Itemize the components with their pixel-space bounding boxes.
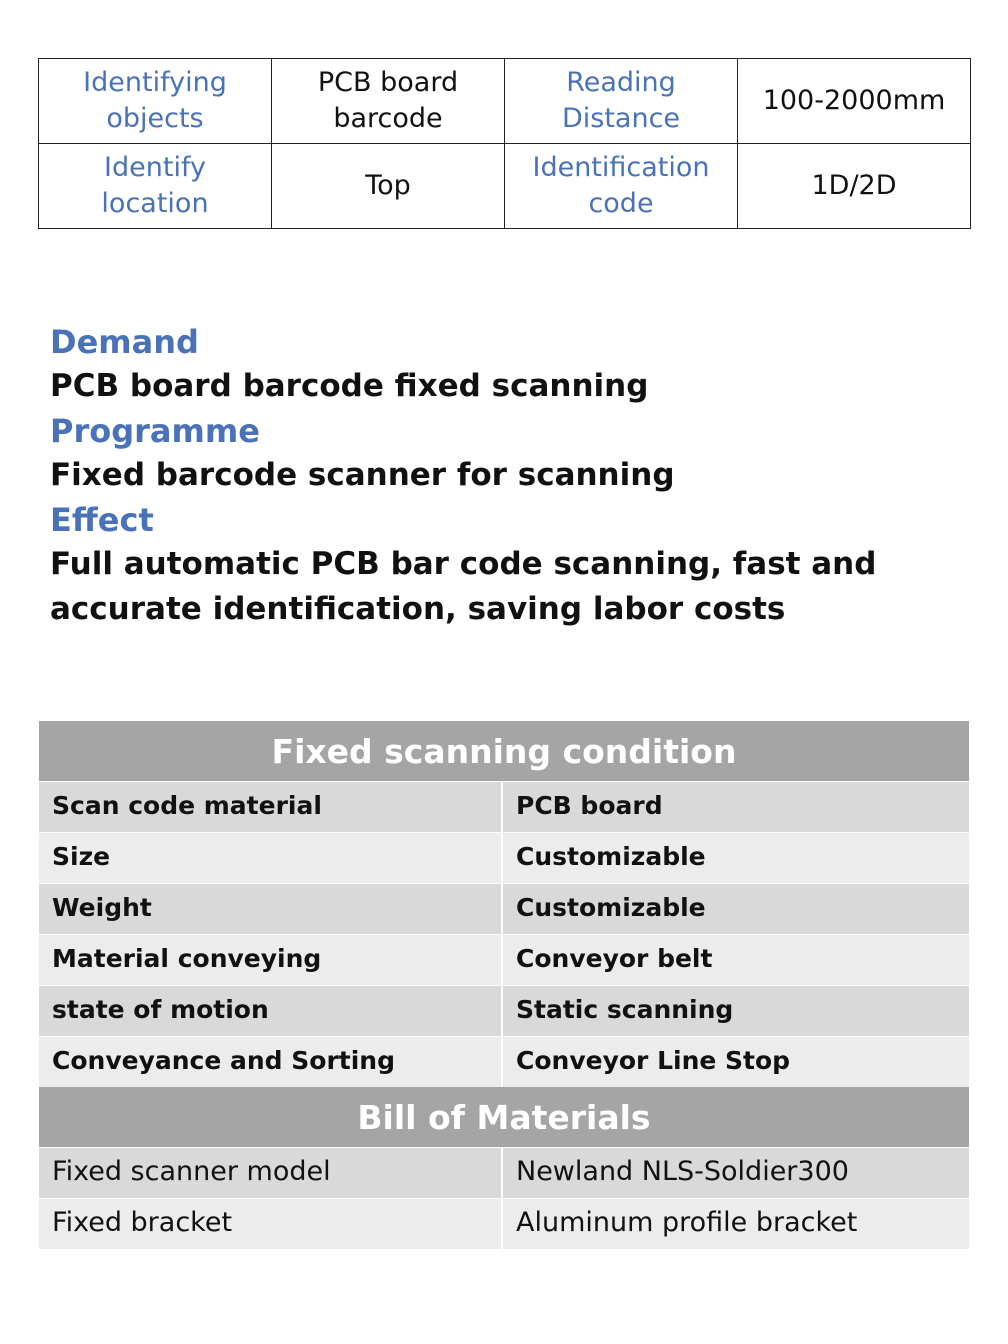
- programme-heading: Programme: [50, 412, 260, 450]
- row-label: Fixed bracket: [39, 1199, 503, 1249]
- demand-text: PCB board barcode fixed scanning: [50, 368, 649, 404]
- condition-row: [39, 934, 969, 985]
- spec-row: [39, 144, 971, 229]
- bom-row: [39, 1147, 969, 1198]
- bom-row: [39, 1198, 969, 1249]
- row-label: Fixed scanner model: [39, 1148, 503, 1198]
- condition-row: [39, 883, 969, 934]
- bom-rows: [39, 1147, 969, 1249]
- spec-table: [38, 58, 971, 229]
- spec-key-cell: Identification code: [505, 144, 738, 229]
- row-label: Material conveying: [39, 935, 503, 985]
- row-value: Conveyor belt: [516, 944, 713, 973]
- bom-title: Bill of Materials: [39, 1087, 969, 1147]
- row-label: Conveyance and Sorting: [39, 1037, 503, 1087]
- programme-text: Fixed barcode scanner for scanning: [50, 457, 675, 493]
- row-label: state of motion: [39, 986, 503, 1036]
- condition-row: [39, 985, 969, 1036]
- condition-row: [39, 1036, 969, 1087]
- spec-value-cell: 1D/2D: [738, 144, 971, 229]
- spec-row: [39, 59, 971, 144]
- row-label: Scan code material: [39, 782, 503, 832]
- row-label: Weight: [39, 884, 503, 934]
- conditions-rows: [39, 781, 969, 1087]
- spec-value-cell: Top: [272, 144, 505, 229]
- row-value: Conveyor Line Stop: [516, 1046, 791, 1075]
- spec-key-cell: Identifying objects: [39, 59, 272, 144]
- spec-table-body: [39, 59, 971, 229]
- row-value: PCB board: [516, 791, 663, 820]
- row-value: Aluminum profile bracket: [516, 1207, 858, 1238]
- spec-value-cell: PCB board barcode: [272, 59, 505, 144]
- condition-row: [39, 832, 969, 883]
- row-value: Customizable: [516, 893, 706, 922]
- description-section: [50, 320, 970, 632]
- effect-text-line1: Full automatic PCB bar code scanning, fast and: [50, 546, 877, 582]
- condition-table: [39, 721, 969, 1249]
- demand-heading: Demand: [50, 323, 199, 361]
- condition-row: [39, 781, 969, 832]
- conditions-title: Fixed scanning condition: [39, 721, 969, 781]
- spec-key-cell: Identify location: [39, 144, 272, 229]
- row-label: Size: [39, 833, 503, 883]
- row-value: Static scanning: [516, 995, 734, 1024]
- effect-heading: Effect: [50, 501, 154, 539]
- row-value: Customizable: [516, 842, 706, 871]
- effect-text-line2: accurate identification, saving labor costs: [50, 591, 786, 627]
- row-value: Newland NLS-Soldier300: [516, 1156, 849, 1187]
- spec-value-cell: 100-2000mm: [738, 59, 971, 144]
- spec-key-cell: Reading Distance: [505, 59, 738, 144]
